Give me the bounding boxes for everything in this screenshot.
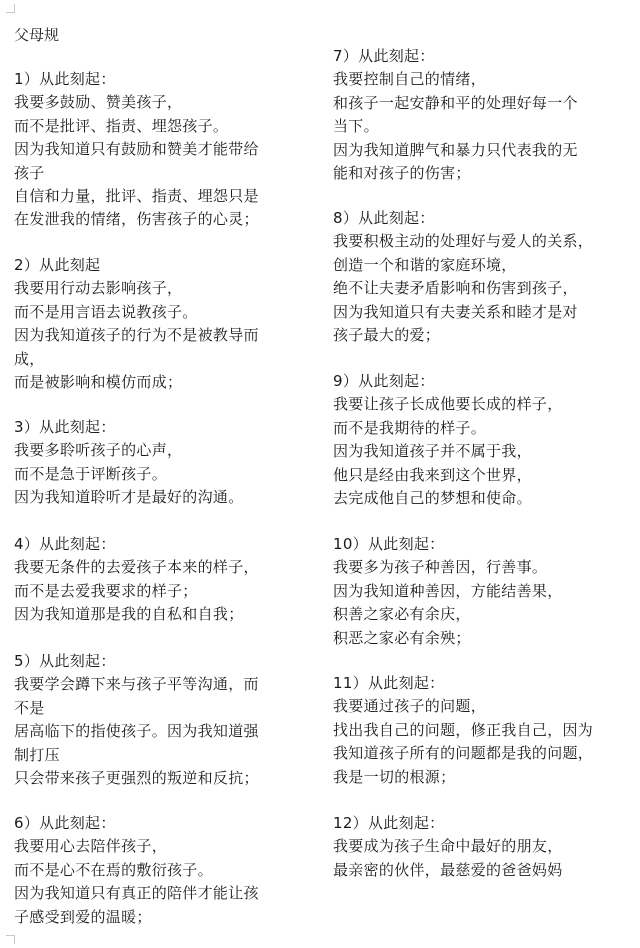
- section-line: 最亲密的伙伴，最慈爱的爸爸妈妈: [333, 860, 563, 879]
- section-line: 我要无条件的去爱孩子本来的样子，: [14, 558, 259, 577]
- section-5: [14, 650, 314, 790]
- section-heading: 5）从此刻起：: [14, 652, 116, 670]
- section-line: 而不是用言语去说教孩子。: [14, 302, 198, 321]
- section-line: 孩子: [14, 163, 45, 182]
- section-line: 因为我知道聆听才是最好的沟通。: [14, 488, 244, 507]
- section-line: 我是一切的根源；: [333, 767, 456, 786]
- section-8: [333, 207, 633, 347]
- section-line: 当下。: [333, 117, 379, 136]
- section-12: [333, 812, 633, 882]
- section-line: 而不是去爱我要求的样子；: [14, 581, 198, 600]
- document-title: 父母规: [14, 26, 60, 44]
- section-line: 制打压: [14, 745, 60, 764]
- section-11: [333, 672, 633, 789]
- section-line: 他只是经由我来到这个世界，: [333, 465, 532, 484]
- section-heading: 10）从此刻起：: [333, 535, 445, 553]
- section-heading: 11）从此刻起：: [333, 674, 445, 692]
- section-4: [14, 533, 314, 627]
- section-line: 因为我知道孩子并不属于我，: [333, 442, 532, 461]
- section-line: 自信和力量，批评、指责、埋怨只是: [14, 187, 259, 206]
- section-line: 能和对孩子的伤害；: [333, 164, 471, 183]
- section-line: 我要多为孩子种善因，行善事。: [333, 558, 548, 577]
- section-line: 我要多鼓励、赞美孩子，: [14, 93, 183, 112]
- section-line: 而不是心不在焉的敷衍孩子。: [14, 860, 213, 879]
- section-6: [14, 812, 314, 929]
- section-line: 绝不让夫妻矛盾影响和伤害到孩子，: [333, 279, 578, 298]
- section-line: 我要用心去陪伴孩子，: [14, 837, 168, 856]
- section-3: [14, 416, 314, 510]
- section-heading: 7）从此刻起：: [333, 47, 435, 65]
- section-heading: 2）从此刻起: [14, 256, 101, 274]
- section-line: 居高临下的指使孩子。因为我知道强: [14, 722, 259, 741]
- section-line: 因为我知道只有真正的陪伴才能让孩: [14, 884, 259, 903]
- section-line: 和孩子一起安静和平的处理好每一个: [333, 93, 578, 112]
- section-line: 我要让孩子长成他要长成的样子，: [333, 395, 563, 414]
- section-line: 因为我知道只有夫妻关系和睦才是对: [333, 302, 578, 321]
- section-heading: 6）从此刻起：: [14, 814, 116, 832]
- section-line: 只会带来孩子更强烈的叛逆和反抗；: [14, 769, 259, 788]
- section-line: 在发泄我的情绪，伤害孩子的心灵；: [14, 210, 259, 229]
- section-line: 不是: [14, 698, 45, 717]
- section-line: 我要学会蹲下来与孩子平等沟通，而: [14, 675, 259, 694]
- section-line: 因为我知道只有鼓励和赞美才能带给: [14, 140, 259, 159]
- section-heading: 12）从此刻起：: [333, 814, 445, 832]
- section-heading: 9）从此刻起：: [333, 372, 435, 390]
- section-1: [14, 68, 314, 232]
- section-line: 而是被影响和模仿而成；: [14, 373, 183, 392]
- section-2: [14, 254, 314, 394]
- section-line: 我要成为孩子生命中最好的朋友，: [333, 837, 563, 856]
- section-line: 因为我知道脾气和暴力只代表我的无: [333, 140, 578, 159]
- section-line: 创造一个和谐的家庭环境，: [333, 255, 517, 274]
- section-heading: 3）从此刻起：: [14, 418, 116, 436]
- section-heading: 1）从此刻起：: [14, 70, 116, 88]
- section-line: 而不是批评、指责、埋怨孩子。: [14, 116, 229, 135]
- section-9: [333, 370, 633, 510]
- section-line: 我要用行动去影响孩子，: [14, 279, 183, 298]
- section-line: 找出我自己的问题，修正我自己，因为: [333, 720, 594, 739]
- section-line: 孩子最大的爱；: [333, 326, 441, 345]
- section-line: 我要多聆听孩子的心声，: [14, 441, 183, 460]
- section-heading: 4）从此刻起：: [14, 535, 116, 553]
- section-heading: 8）从此刻起：: [333, 209, 435, 227]
- section-line: 成，: [14, 349, 45, 368]
- section-line: 而不是急于评断孩子。: [14, 464, 168, 483]
- section-line: 去完成他自己的梦想和使命。: [333, 489, 532, 508]
- section-10: [333, 533, 633, 650]
- section-line: 因为我知道种善因，方能结善果，: [333, 581, 563, 600]
- page-corner-mark: [6, 935, 15, 944]
- page-corner-mark: [6, 4, 15, 13]
- section-line: 我知道孩子所有的问题都是我的问题，: [333, 744, 594, 763]
- section-7: [333, 45, 633, 185]
- section-line: 子感受到爱的温暖；: [14, 907, 152, 926]
- section-line: 我要积极主动的处理好与爱人的关系，: [333, 232, 594, 251]
- section-line: 而不是我期待的样子。: [333, 418, 487, 437]
- section-line: 积善之家必有余庆，: [333, 605, 471, 624]
- section-line: 因为我知道那是我的自私和自我；: [14, 605, 244, 624]
- section-line: 积恶之家必有余殃；: [333, 628, 471, 647]
- section-line: 因为我知道孩子的行为不是被教导而: [14, 326, 259, 345]
- section-line: 我要控制自己的情绪，: [333, 70, 487, 89]
- section-line: 我要通过孩子的问题，: [333, 697, 487, 716]
